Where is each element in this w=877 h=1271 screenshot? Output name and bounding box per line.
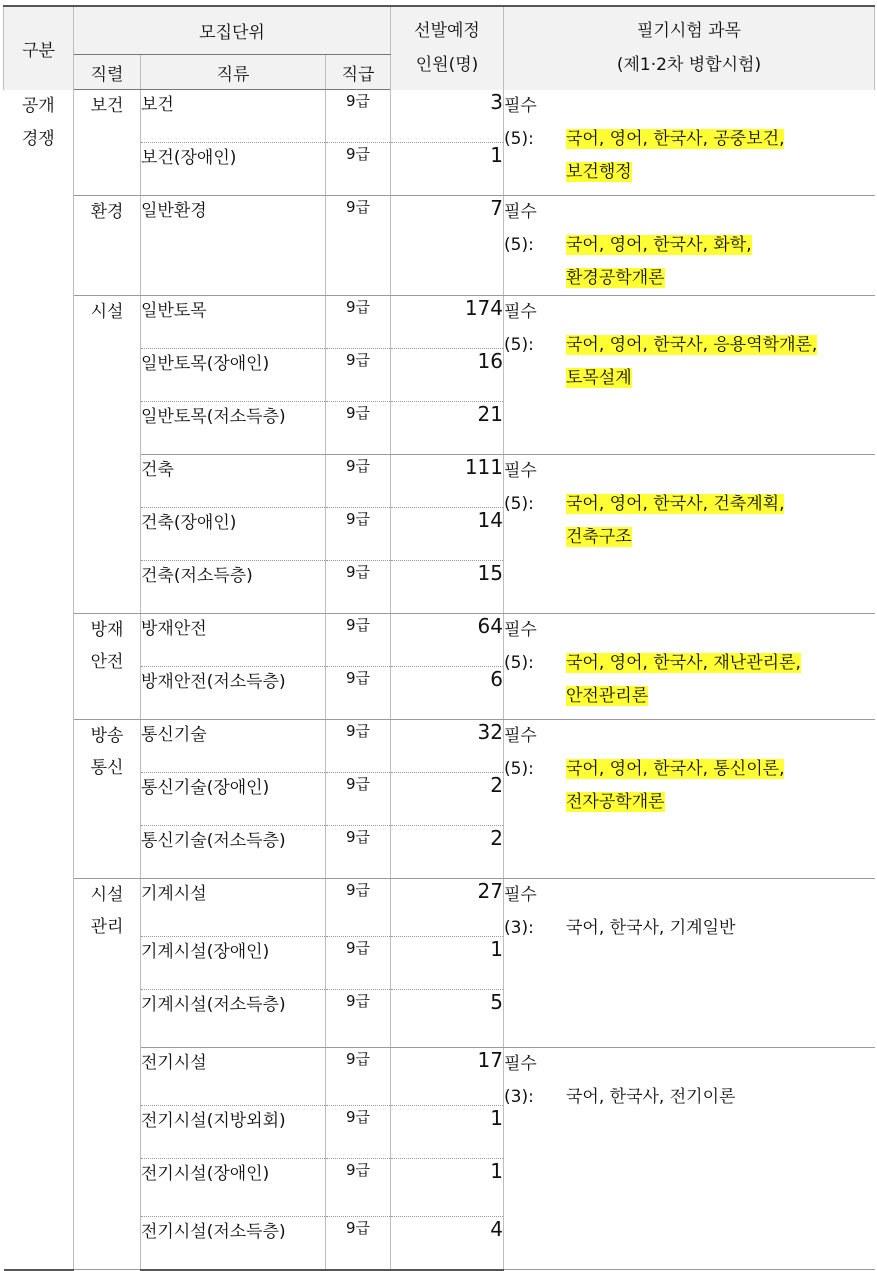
- subjects-line: [504, 1048, 875, 1114]
- subjects-prefix: 필수(5):: [504, 302, 537, 355]
- count-cell: 6: [391, 667, 504, 720]
- header-unit: 모집단위: [74, 6, 391, 55]
- job-cell: 기계시설(장애인): [141, 937, 326, 990]
- series-label: 방송: [90, 726, 124, 746]
- header-subjects: [504, 6, 875, 90]
- header-count-line2: 인원(명): [415, 55, 479, 76]
- count-cell: 3: [391, 90, 504, 143]
- subjects-prefix: 필수(5):: [504, 461, 537, 514]
- subjects-line: [504, 90, 875, 156]
- series-cell: [74, 614, 141, 720]
- count-cell: 64: [391, 614, 504, 667]
- header-count-line1: 선발예정: [414, 21, 480, 42]
- subjects-prefix: 필수(5):: [504, 202, 537, 255]
- series-label: 방재: [90, 620, 124, 640]
- count-cell: 4: [391, 1217, 504, 1270]
- subjects-line: [504, 455, 875, 521]
- job-cell: 건축(장애인): [141, 508, 326, 561]
- grade-cell: 9급: [326, 1048, 391, 1106]
- grade-cell: 9급: [326, 879, 391, 937]
- subjects-list-cont: 토목설계: [566, 368, 632, 388]
- series-label: 안전: [90, 652, 124, 672]
- subjects-prefix: 필수(3):: [504, 1054, 537, 1107]
- subjects-list: 국어, 영어, 한국사, 응용역학개론,: [566, 335, 818, 355]
- grade-cell: 9급: [326, 667, 391, 720]
- subjects-line2: [504, 156, 875, 189]
- count-cell: 2: [391, 773, 504, 826]
- count-cell: 27: [391, 879, 504, 937]
- subjects-list-cont: 건축구조: [566, 527, 632, 547]
- group-label: 경쟁: [21, 128, 55, 149]
- series-label: 관리: [90, 917, 124, 937]
- job-cell: 보건(장애인): [141, 143, 326, 196]
- count-cell: 1: [391, 937, 504, 990]
- series-cell: [74, 296, 141, 614]
- count-cell: 14: [391, 508, 504, 561]
- subjects-cell: [504, 90, 875, 196]
- count-cell: 2: [391, 826, 504, 879]
- series-label: 시설: [90, 302, 124, 322]
- grade-cell: 9급: [326, 1106, 391, 1159]
- grade-cell: 9급: [326, 826, 391, 879]
- header-subjects-line2: (제1·2차 병합시험): [616, 55, 762, 76]
- subjects-cell: [504, 1048, 875, 1270]
- header-subjects-line1: 필기시험 과목: [637, 21, 741, 42]
- subjects-list: 국어, 영어, 한국사, 재난관리론,: [566, 653, 801, 673]
- header-group: 구분: [4, 6, 74, 90]
- grade-cell: 9급: [326, 561, 391, 614]
- subjects-list: 국어, 영어, 한국사, 건축계획,: [566, 494, 785, 514]
- job-cell: 통신기술(저소득층): [141, 826, 326, 879]
- group-label: 공개: [21, 95, 55, 116]
- subjects-line2: [504, 262, 875, 295]
- series-cell: [74, 720, 141, 879]
- grade-cell: 9급: [326, 1217, 391, 1270]
- subjects-cell: [504, 614, 875, 720]
- table-row: [4, 90, 875, 143]
- subjects-list: 국어, 영어, 한국사, 통신이론,: [566, 759, 785, 779]
- grade-cell: 9급: [326, 296, 391, 349]
- count-cell: 17: [391, 1048, 504, 1106]
- series-label: 환경: [90, 202, 124, 222]
- subjects-prefix: 필수(5):: [504, 726, 537, 779]
- subjects-list: 국어, 영어, 한국사, 화학,: [566, 235, 752, 255]
- subjects-line2: [504, 521, 875, 554]
- grade-cell: 9급: [326, 614, 391, 667]
- subjects-line2: [504, 786, 875, 819]
- header-count: [391, 6, 504, 90]
- subjects-list: 국어, 한국사, 전기이론: [566, 1087, 736, 1107]
- subjects-line: [504, 296, 875, 362]
- job-cell: 전기시설(저소득층): [141, 1217, 326, 1270]
- subjects-list-cont: 보건행정: [566, 161, 632, 182]
- subjects-line: [504, 614, 875, 680]
- job-cell: 건축: [141, 455, 326, 508]
- series-cell: [74, 879, 141, 1270]
- subjects-list-cont: 안전관리론: [566, 686, 649, 706]
- job-cell: 통신기술: [141, 720, 326, 773]
- count-cell: 1: [391, 143, 504, 196]
- grade-cell: 9급: [326, 455, 391, 508]
- subjects-cell: [504, 879, 875, 1048]
- subjects-line2: [504, 680, 875, 713]
- subjects-cell: [504, 720, 875, 879]
- subjects-prefix: 필수(5):: [504, 95, 537, 149]
- table-row: [4, 614, 875, 667]
- count-cell: 5: [391, 990, 504, 1048]
- subjects-prefix: 필수(3):: [504, 885, 537, 938]
- count-cell: 15: [391, 561, 504, 614]
- series-cell: [74, 90, 141, 196]
- subjects-line: [504, 879, 875, 945]
- job-cell: 전기시설(장애인): [141, 1159, 326, 1217]
- job-cell: 일반환경: [141, 196, 326, 296]
- job-cell: 일반토목(저소득층): [141, 402, 326, 455]
- grade-cell: 9급: [326, 937, 391, 990]
- table-row: [4, 296, 875, 349]
- subjects-prefix: 필수(5):: [504, 620, 537, 673]
- grade-cell: 9급: [326, 720, 391, 773]
- subjects-list: 국어, 한국사, 기계일반: [566, 918, 736, 938]
- table-row: [4, 879, 875, 937]
- grade-cell: 9급: [326, 90, 391, 143]
- subjects-cell: [504, 296, 875, 455]
- subjects-cell: [504, 455, 875, 614]
- subjects-line: [504, 196, 875, 262]
- series-label: 통신: [90, 758, 124, 778]
- count-cell: 32: [391, 720, 504, 773]
- table-body: [4, 90, 875, 1270]
- subjects-line: [504, 720, 875, 786]
- grade-cell: 9급: [326, 402, 391, 455]
- job-cell: 일반토목: [141, 296, 326, 349]
- grade-cell: 9급: [326, 349, 391, 402]
- grade-cell: 9급: [326, 1159, 391, 1217]
- grade-cell: 9급: [326, 990, 391, 1048]
- header-job: 직류: [141, 55, 326, 90]
- subjects-list: 국어, 영어, 한국사, 공중보건,: [566, 128, 785, 149]
- job-cell: 방재안전(저소득층): [141, 667, 326, 720]
- grade-cell: 9급: [326, 143, 391, 196]
- subjects-list-cont: 전자공학개론: [566, 792, 665, 812]
- table-header: [4, 6, 875, 90]
- job-cell: 일반토목(장애인): [141, 349, 326, 402]
- subjects-list-cont: 환경공학개론: [566, 268, 665, 288]
- count-cell: 16: [391, 349, 504, 402]
- table-row: [4, 720, 875, 773]
- count-cell: 174: [391, 296, 504, 349]
- job-cell: 전기시설: [141, 1048, 326, 1106]
- count-cell: 7: [391, 196, 504, 296]
- grade-cell: 9급: [326, 773, 391, 826]
- job-cell: 기계시설: [141, 879, 326, 937]
- series-label: 시설: [90, 885, 124, 905]
- job-cell: 전기시설(지방외회): [141, 1106, 326, 1159]
- header-grade: 직급: [326, 55, 391, 90]
- series-label: 보건: [90, 96, 124, 116]
- count-cell: 1: [391, 1159, 504, 1217]
- subjects-line2: [504, 362, 875, 395]
- job-cell: 건축(저소득층): [141, 561, 326, 614]
- subjects-cell: [504, 196, 875, 296]
- table-row: [4, 196, 875, 296]
- group-cell: [4, 90, 74, 1270]
- job-cell: 보건: [141, 90, 326, 143]
- count-cell: 111: [391, 455, 504, 508]
- header-series: 직렬: [74, 55, 141, 90]
- grade-cell: 9급: [326, 196, 391, 296]
- series-cell: [74, 196, 141, 296]
- count-cell: 21: [391, 402, 504, 455]
- recruitment-table: [3, 5, 875, 1271]
- job-cell: 방재안전: [141, 614, 326, 667]
- count-cell: 1: [391, 1106, 504, 1159]
- job-cell: 통신기술(장애인): [141, 773, 326, 826]
- job-cell: 기계시설(저소득층): [141, 990, 326, 1048]
- grade-cell: 9급: [326, 508, 391, 561]
